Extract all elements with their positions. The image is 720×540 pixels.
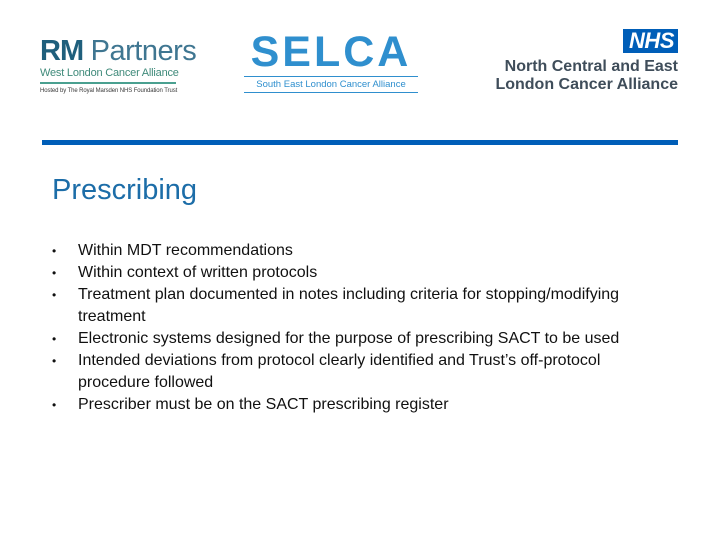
bullet-item [52,284,672,328]
bullet-icon: • [52,398,57,412]
bullet-text: Intended deviations from protocol clearly identified and Trust’s off-protocol procedure followed [78,352,601,391]
bullet-icon: • [52,288,57,302]
bullet-list [52,240,672,416]
nhs-alliance-name-line2: London Cancer Alliance [495,76,678,93]
rm-partners-logo-hosted-by: Hosted by The Royal Marsden NHS Foundation Trust [40,88,178,94]
bullet-icon: • [52,244,57,258]
rm-partners-logo-subtitle: West London Cancer Alliance [40,67,179,79]
slide-title: Prescribing [52,174,198,206]
bullet-text: Within context of written protocols [78,264,318,281]
bullet-icon: • [52,332,57,346]
nhs-alliance-logo [495,29,678,94]
bullet-text: Within MDT recommendations [78,242,293,259]
bullet-text: Treatment plan documented in notes including criteria for stopping/modifying treatment [78,286,620,325]
rm-partners-logo-rule [40,82,176,84]
rm-partners-logo [40,35,197,94]
selca-logo-title: SELCA [250,28,412,76]
nhs-badge: NHS [623,29,678,53]
nhs-alliance-name-line1: North Central and East [504,58,678,75]
rm-partners-logo-title [40,35,197,67]
bullet-icon: • [52,354,57,368]
bullet-item [52,262,672,284]
bullet-item [52,328,672,350]
bullet-icon: • [52,266,57,280]
bullet-text: Prescriber must be on the SACT prescribing register [78,396,449,413]
rm-logo-partners: Partners [83,35,197,67]
bullet-item [52,394,672,416]
selca-logo [244,30,418,93]
header-divider [42,140,678,145]
bullet-text: Electronic systems designed for the purpose of prescribing SACT to be used [78,330,620,347]
rm-logo-rm: RM [40,35,84,67]
bullet-item [52,240,672,262]
bullet-item [52,350,672,394]
selca-logo-subtitle: South East London Cancer Alliance [244,76,418,93]
